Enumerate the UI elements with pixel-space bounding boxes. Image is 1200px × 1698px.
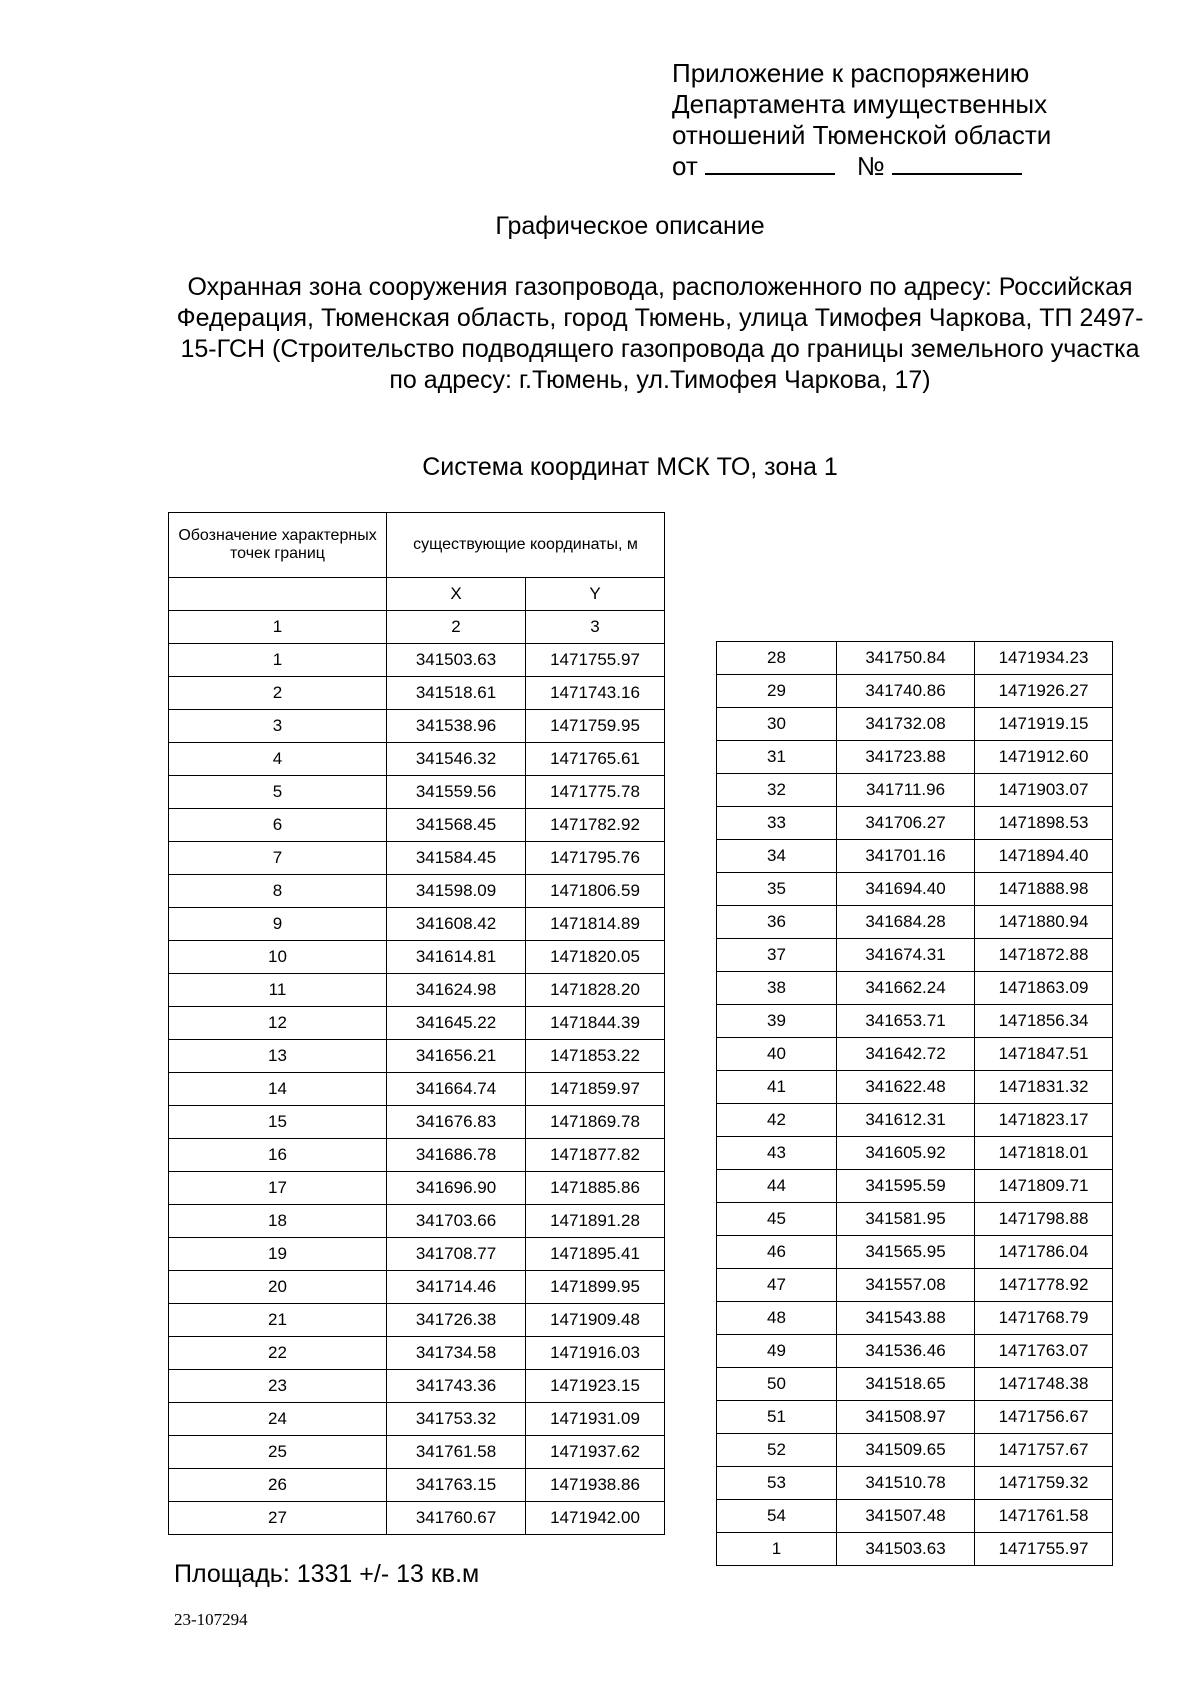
point-cell: 4 bbox=[169, 743, 387, 776]
y-cell: 1471844.39 bbox=[526, 1007, 665, 1040]
table-row bbox=[169, 1139, 665, 1172]
table-column-number-row bbox=[169, 611, 665, 644]
x-cell: 341518.61 bbox=[387, 677, 526, 710]
table-row bbox=[717, 1335, 1113, 1368]
x-cell: 341568.45 bbox=[387, 809, 526, 842]
point-cell: 31 bbox=[717, 741, 837, 774]
x-cell: 341557.08 bbox=[837, 1269, 975, 1302]
point-cell: 7 bbox=[169, 842, 387, 875]
y-cell: 1471809.71 bbox=[975, 1170, 1113, 1203]
table-row bbox=[717, 1170, 1113, 1203]
table-row bbox=[717, 939, 1113, 972]
point-cell: 54 bbox=[717, 1500, 837, 1533]
point-cell: 36 bbox=[717, 906, 837, 939]
table-row bbox=[169, 809, 665, 842]
point-cell: 41 bbox=[717, 1071, 837, 1104]
table-row bbox=[169, 908, 665, 941]
x-cell: 341703.66 bbox=[387, 1205, 526, 1238]
y-cell: 1471938.86 bbox=[526, 1469, 665, 1502]
table-row bbox=[717, 1467, 1113, 1500]
y-cell: 1471869.78 bbox=[526, 1106, 665, 1139]
y-cell: 1471880.94 bbox=[975, 906, 1113, 939]
table-row bbox=[717, 840, 1113, 873]
table-row bbox=[169, 1205, 665, 1238]
y-cell: 1471818.01 bbox=[975, 1137, 1113, 1170]
x-cell: 341753.32 bbox=[387, 1403, 526, 1436]
table-row bbox=[169, 1370, 665, 1403]
table-row bbox=[169, 1106, 665, 1139]
x-cell: 341622.48 bbox=[837, 1071, 975, 1104]
object-description: Охранная зона сооружения газопровода, расположенного по адресу: Российская Федерация, Тюменская область, город Тюмень, улица Тимофея Чаркова, ТП 2497-15-ГСН (Строительство подводящего газопровода до границы земельного участка по адресу: г.Тюмень, ул.Тимофея Чаркова, 17) bbox=[176, 273, 1144, 394]
y-cell: 1471863.09 bbox=[975, 972, 1113, 1005]
y-cell: 1471755.97 bbox=[526, 644, 665, 677]
point-cell: 13 bbox=[169, 1040, 387, 1073]
table-row bbox=[717, 1434, 1113, 1467]
point-cell: 11 bbox=[169, 974, 387, 1007]
table-axis-row bbox=[169, 578, 665, 611]
y-cell: 1471820.05 bbox=[526, 941, 665, 974]
table-row bbox=[717, 906, 1113, 939]
x-cell: 341723.88 bbox=[837, 741, 975, 774]
table-row bbox=[169, 875, 665, 908]
point-cell: 12 bbox=[169, 1007, 387, 1040]
point-cell: 24 bbox=[169, 1403, 387, 1436]
appendix-line-3: отношений Тюменской области bbox=[672, 120, 1052, 150]
x-cell: 341656.21 bbox=[387, 1040, 526, 1073]
x-cell: 341642.72 bbox=[837, 1038, 975, 1071]
table-row bbox=[717, 1368, 1113, 1401]
table-row bbox=[717, 1203, 1113, 1236]
table-row bbox=[169, 743, 665, 776]
point-cell: 17 bbox=[169, 1172, 387, 1205]
x-cell: 341732.08 bbox=[837, 708, 975, 741]
point-cell: 18 bbox=[169, 1205, 387, 1238]
point-cell: 14 bbox=[169, 1073, 387, 1106]
x-cell: 341708.77 bbox=[387, 1238, 526, 1271]
y-cell: 1471898.53 bbox=[975, 807, 1113, 840]
x-cell: 341750.84 bbox=[837, 642, 975, 675]
coordinates-table-left bbox=[168, 512, 665, 1535]
x-cell: 341701.16 bbox=[837, 840, 975, 873]
point-cell: 9 bbox=[169, 908, 387, 941]
point-cell: 51 bbox=[717, 1401, 837, 1434]
point-cell: 35 bbox=[717, 873, 837, 906]
table-row bbox=[717, 1137, 1113, 1170]
x-cell: 341676.83 bbox=[387, 1106, 526, 1139]
x-cell: 341694.40 bbox=[837, 873, 975, 906]
table-row bbox=[169, 1337, 665, 1370]
x-cell: 341584.45 bbox=[387, 842, 526, 875]
point-cell: 23 bbox=[169, 1370, 387, 1403]
table-row bbox=[717, 1005, 1113, 1038]
point-cell: 40 bbox=[717, 1038, 837, 1071]
point-cell: 30 bbox=[717, 708, 837, 741]
x-cell: 341503.63 bbox=[837, 1533, 975, 1566]
point-cell: 53 bbox=[717, 1467, 837, 1500]
point-cell: 49 bbox=[717, 1335, 837, 1368]
table-row bbox=[169, 1040, 665, 1073]
point-cell: 21 bbox=[169, 1304, 387, 1337]
y-cell: 1471795.76 bbox=[526, 842, 665, 875]
y-cell: 1471891.28 bbox=[526, 1205, 665, 1238]
point-cell: 3 bbox=[169, 710, 387, 743]
table-row bbox=[717, 1104, 1113, 1137]
y-cell: 1471775.78 bbox=[526, 776, 665, 809]
x-cell: 341581.95 bbox=[837, 1203, 975, 1236]
table-row bbox=[169, 1172, 665, 1205]
point-cell: 26 bbox=[169, 1469, 387, 1502]
point-cell: 16 bbox=[169, 1139, 387, 1172]
y-cell: 1471872.88 bbox=[975, 939, 1113, 972]
y-cell: 1471934.23 bbox=[975, 642, 1113, 675]
table-row bbox=[169, 1304, 665, 1337]
y-cell: 1471923.15 bbox=[526, 1370, 665, 1403]
table-row bbox=[169, 842, 665, 875]
x-cell: 341662.24 bbox=[837, 972, 975, 1005]
table-row bbox=[717, 675, 1113, 708]
y-cell: 1471814.89 bbox=[526, 908, 665, 941]
table-row bbox=[717, 807, 1113, 840]
x-cell: 341711.96 bbox=[837, 774, 975, 807]
y-cell: 1471931.09 bbox=[526, 1403, 665, 1436]
point-cell: 39 bbox=[717, 1005, 837, 1038]
point-cell: 44 bbox=[717, 1170, 837, 1203]
y-cell: 1471806.59 bbox=[526, 875, 665, 908]
table-row bbox=[169, 1238, 665, 1271]
table-row bbox=[169, 1271, 665, 1304]
x-cell: 341674.31 bbox=[837, 939, 975, 972]
table-row bbox=[169, 1073, 665, 1106]
x-cell: 341645.22 bbox=[387, 1007, 526, 1040]
y-cell: 1471765.61 bbox=[526, 743, 665, 776]
appendix-header bbox=[672, 58, 1051, 182]
y-cell: 1471761.58 bbox=[975, 1500, 1113, 1533]
x-cell: 341664.74 bbox=[387, 1073, 526, 1106]
point-cell: 5 bbox=[169, 776, 387, 809]
appendix-line-1: Приложение к распоряжению bbox=[672, 58, 1030, 88]
y-cell: 1471759.32 bbox=[975, 1467, 1113, 1500]
column-number-1: 1 bbox=[169, 611, 387, 644]
y-cell: 1471853.22 bbox=[526, 1040, 665, 1073]
table-row bbox=[169, 1007, 665, 1040]
point-cell: 45 bbox=[717, 1203, 837, 1236]
table-row bbox=[169, 644, 665, 677]
table-row bbox=[169, 710, 665, 743]
y-cell: 1471847.51 bbox=[975, 1038, 1113, 1071]
y-cell: 1471877.82 bbox=[526, 1139, 665, 1172]
x-cell: 341608.42 bbox=[387, 908, 526, 941]
y-cell: 1471786.04 bbox=[975, 1236, 1113, 1269]
x-cell: 341565.95 bbox=[837, 1236, 975, 1269]
x-cell: 341760.67 bbox=[387, 1502, 526, 1535]
table-row bbox=[169, 941, 665, 974]
point-cell: 37 bbox=[717, 939, 837, 972]
x-cell: 341518.65 bbox=[837, 1368, 975, 1401]
table-row bbox=[169, 677, 665, 710]
y-cell: 1471743.16 bbox=[526, 677, 665, 710]
x-cell: 341653.71 bbox=[837, 1005, 975, 1038]
x-cell: 341508.97 bbox=[837, 1401, 975, 1434]
table-row bbox=[717, 774, 1113, 807]
point-cell: 8 bbox=[169, 875, 387, 908]
y-cell: 1471937.62 bbox=[526, 1436, 665, 1469]
y-cell: 1471899.95 bbox=[526, 1271, 665, 1304]
column-number-2: 2 bbox=[387, 611, 526, 644]
point-cell: 2 bbox=[169, 677, 387, 710]
x-cell: 341763.15 bbox=[387, 1469, 526, 1502]
point-cell: 33 bbox=[717, 807, 837, 840]
y-cell: 1471856.34 bbox=[975, 1005, 1113, 1038]
point-cell: 52 bbox=[717, 1434, 837, 1467]
appendix-date-number-line bbox=[672, 151, 1051, 182]
x-cell: 341726.38 bbox=[387, 1304, 526, 1337]
x-cell: 341595.59 bbox=[837, 1170, 975, 1203]
x-cell: 341543.88 bbox=[837, 1302, 975, 1335]
y-cell: 1471755.97 bbox=[975, 1533, 1113, 1566]
y-cell: 1471828.20 bbox=[526, 974, 665, 1007]
y-cell: 1471903.07 bbox=[975, 774, 1113, 807]
y-cell: 1471831.32 bbox=[975, 1071, 1113, 1104]
table-row bbox=[717, 1038, 1113, 1071]
point-cell: 6 bbox=[169, 809, 387, 842]
table-row bbox=[169, 1469, 665, 1502]
appendix-line-2: Департамента имущественных bbox=[672, 89, 1048, 119]
x-cell: 341510.78 bbox=[837, 1467, 975, 1500]
table-header-row bbox=[169, 513, 665, 578]
x-cell: 341546.32 bbox=[387, 743, 526, 776]
date-prefix: от bbox=[672, 151, 698, 181]
y-cell: 1471895.41 bbox=[526, 1238, 665, 1271]
number-blank bbox=[892, 151, 1022, 175]
x-cell: 341559.56 bbox=[387, 776, 526, 809]
point-cell: 46 bbox=[717, 1236, 837, 1269]
table-row bbox=[717, 642, 1113, 675]
table-row bbox=[169, 1403, 665, 1436]
header-points: Обозначение характерных точек границ bbox=[169, 513, 387, 578]
y-cell: 1471778.92 bbox=[975, 1269, 1113, 1302]
table-row bbox=[717, 1401, 1113, 1434]
point-cell: 22 bbox=[169, 1337, 387, 1370]
y-cell: 1471909.48 bbox=[526, 1304, 665, 1337]
y-cell: 1471757.67 bbox=[975, 1434, 1113, 1467]
document-number: 23-107294 bbox=[174, 1610, 248, 1629]
point-cell: 47 bbox=[717, 1269, 837, 1302]
x-cell: 341761.58 bbox=[387, 1436, 526, 1469]
table-row bbox=[717, 741, 1113, 774]
x-cell: 341740.86 bbox=[837, 675, 975, 708]
x-cell: 341714.46 bbox=[387, 1271, 526, 1304]
y-cell: 1471768.79 bbox=[975, 1302, 1113, 1335]
header-coords: существующие координаты, м bbox=[387, 513, 665, 578]
x-cell: 341536.46 bbox=[837, 1335, 975, 1368]
x-cell: 341684.28 bbox=[837, 906, 975, 939]
table-row bbox=[717, 1533, 1113, 1566]
x-cell: 341507.48 bbox=[837, 1500, 975, 1533]
point-cell: 34 bbox=[717, 840, 837, 873]
point-cell: 38 bbox=[717, 972, 837, 1005]
table-row bbox=[717, 972, 1113, 1005]
point-cell: 28 bbox=[717, 642, 837, 675]
table-row bbox=[169, 1436, 665, 1469]
header-x: X bbox=[387, 578, 526, 611]
table-row bbox=[169, 776, 665, 809]
y-cell: 1471782.92 bbox=[526, 809, 665, 842]
x-cell: 341509.65 bbox=[837, 1434, 975, 1467]
point-cell: 50 bbox=[717, 1368, 837, 1401]
header-empty-cell bbox=[169, 578, 387, 611]
table-row bbox=[717, 708, 1113, 741]
x-cell: 341624.98 bbox=[387, 974, 526, 1007]
y-cell: 1471763.07 bbox=[975, 1335, 1113, 1368]
y-cell: 1471919.15 bbox=[975, 708, 1113, 741]
y-cell: 1471798.88 bbox=[975, 1203, 1113, 1236]
table-row bbox=[717, 1302, 1113, 1335]
point-cell: 19 bbox=[169, 1238, 387, 1271]
x-cell: 341706.27 bbox=[837, 807, 975, 840]
point-cell: 1 bbox=[717, 1533, 837, 1566]
y-cell: 1471748.38 bbox=[975, 1368, 1113, 1401]
header-y: Y bbox=[526, 578, 665, 611]
x-cell: 341612.31 bbox=[837, 1104, 975, 1137]
x-cell: 341614.81 bbox=[387, 941, 526, 974]
table-row bbox=[169, 974, 665, 1007]
table-row bbox=[169, 1502, 665, 1535]
point-cell: 42 bbox=[717, 1104, 837, 1137]
y-cell: 1471942.00 bbox=[526, 1502, 665, 1535]
y-cell: 1471859.97 bbox=[526, 1073, 665, 1106]
x-cell: 341743.36 bbox=[387, 1370, 526, 1403]
point-cell: 10 bbox=[169, 941, 387, 974]
point-cell: 25 bbox=[169, 1436, 387, 1469]
point-cell: 15 bbox=[169, 1106, 387, 1139]
table-row bbox=[717, 873, 1113, 906]
y-cell: 1471756.67 bbox=[975, 1401, 1113, 1434]
point-cell: 1 bbox=[169, 644, 387, 677]
point-cell: 48 bbox=[717, 1302, 837, 1335]
table-row bbox=[717, 1071, 1113, 1104]
y-cell: 1471926.27 bbox=[975, 675, 1113, 708]
y-cell: 1471894.40 bbox=[975, 840, 1113, 873]
coordinates-table-right bbox=[716, 641, 1113, 1566]
x-cell: 341696.90 bbox=[387, 1172, 526, 1205]
point-cell: 43 bbox=[717, 1137, 837, 1170]
point-cell: 27 bbox=[169, 1502, 387, 1535]
area-text: Площадь: 1331 +/- 13 кв.м bbox=[174, 1560, 480, 1588]
y-cell: 1471759.95 bbox=[526, 710, 665, 743]
x-cell: 341605.92 bbox=[837, 1137, 975, 1170]
x-cell: 341734.58 bbox=[387, 1337, 526, 1370]
y-cell: 1471916.03 bbox=[526, 1337, 665, 1370]
document-title: Графическое описание bbox=[495, 212, 765, 240]
x-cell: 341686.78 bbox=[387, 1139, 526, 1172]
y-cell: 1471912.60 bbox=[975, 741, 1113, 774]
coordinate-system: Система координат МСК ТО, зона 1 bbox=[422, 453, 838, 481]
table-row bbox=[717, 1500, 1113, 1533]
x-cell: 341538.96 bbox=[387, 710, 526, 743]
table-row bbox=[717, 1269, 1113, 1302]
point-cell: 20 bbox=[169, 1271, 387, 1304]
table-row bbox=[717, 1236, 1113, 1269]
number-prefix: № bbox=[856, 151, 885, 181]
y-cell: 1471823.17 bbox=[975, 1104, 1113, 1137]
point-cell: 32 bbox=[717, 774, 837, 807]
x-cell: 341503.63 bbox=[387, 644, 526, 677]
column-number-3: 3 bbox=[526, 611, 665, 644]
x-cell: 341598.09 bbox=[387, 875, 526, 908]
point-cell: 29 bbox=[717, 675, 837, 708]
y-cell: 1471885.86 bbox=[526, 1172, 665, 1205]
y-cell: 1471888.98 bbox=[975, 873, 1113, 906]
date-blank bbox=[705, 151, 835, 175]
